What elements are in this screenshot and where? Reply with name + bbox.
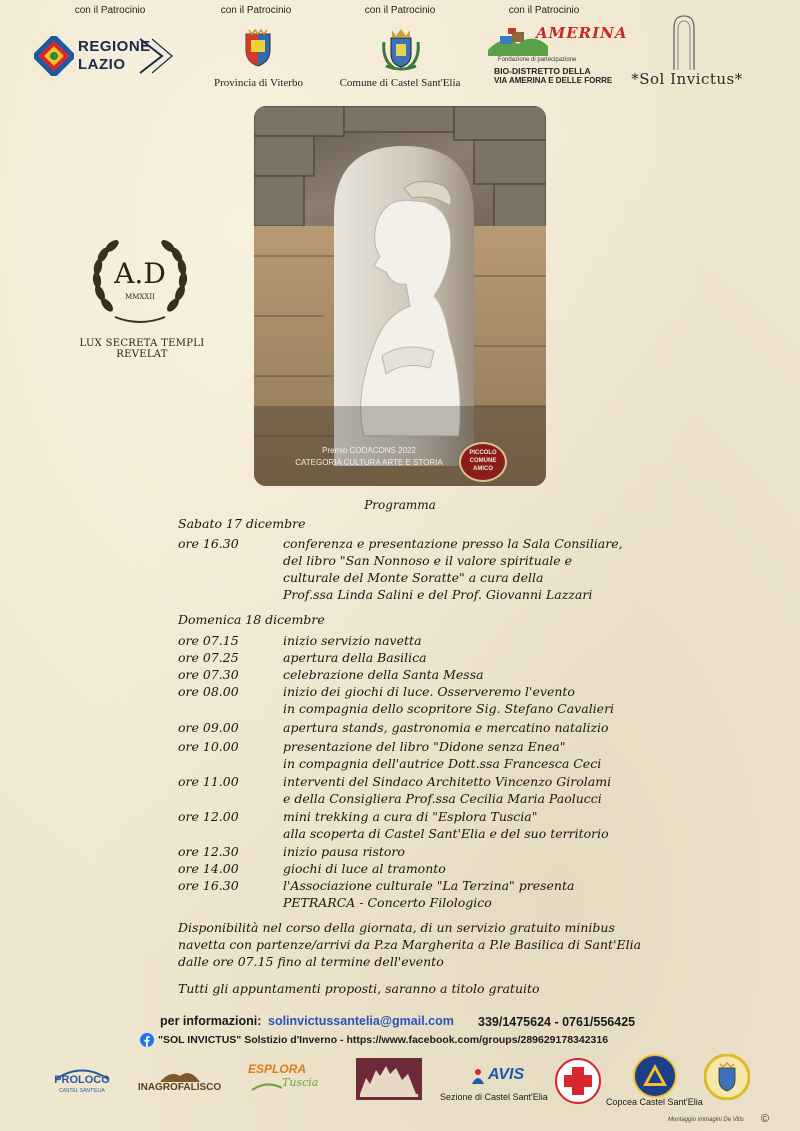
amerina-brand: AMERINA bbox=[536, 24, 628, 42]
info-email-link[interactable]: solinvictussantelia@gmail.com bbox=[268, 1014, 454, 1028]
sunday-event: inizio pausa ristoro bbox=[283, 844, 405, 859]
inagrofalisco-label: INAGROFALISCO bbox=[137, 1082, 222, 1093]
croce-rossa-logo-icon bbox=[555, 1058, 601, 1104]
saturday-line: culturale del Monte Soratte" a cura della bbox=[283, 570, 544, 585]
sunday-time: ore 10.00 bbox=[178, 739, 239, 754]
shuttle-line: navetta con partenze/arrivi da P.za Margherita a P.le Basilica di Sant'Elia bbox=[178, 937, 642, 952]
ad-motto: LUX SECRETA TEMPLI REVELAT bbox=[79, 338, 205, 360]
regione-lazio-emblem-icon bbox=[34, 36, 74, 76]
swoosh-icon bbox=[252, 1082, 282, 1092]
regione-lazio-line1: REGIONE bbox=[78, 38, 151, 55]
info-phones: 339/1475624 - 0761/556425 bbox=[478, 1015, 636, 1029]
amerina-line1: Fondazione di partecipazione bbox=[498, 57, 577, 63]
photo-caption-2: CATEGORIA CULTURA ARTE E STORIA bbox=[295, 458, 443, 467]
ad-letters: A.D bbox=[114, 257, 166, 290]
castle-silhouette-logo-icon bbox=[356, 1058, 422, 1100]
patronage-label: con il Patrocinio bbox=[508, 5, 580, 16]
amerina-line2: BIO-DISTRETTO DELLA bbox=[494, 66, 591, 76]
esplora-tuscia-logo bbox=[248, 1062, 330, 1096]
facebook-icon[interactable] bbox=[140, 1033, 154, 1047]
shuttle-line: Disponibilità nel corso della giornata, di un servizio gratuito minibus bbox=[178, 920, 615, 935]
badge-line-2: COMUNE bbox=[469, 458, 497, 464]
sunday-event: presentazione del libro "Didone senza Enea" bbox=[283, 739, 566, 754]
statue-photo bbox=[254, 106, 546, 486]
copyright-symbol: © bbox=[761, 1113, 770, 1125]
piccolo-comune-amico-badge bbox=[459, 442, 507, 482]
sol-invictus-arch-icon bbox=[671, 14, 697, 72]
sunday-event: apertura della Basilica bbox=[283, 650, 427, 665]
patronage-label: con il Patrocinio bbox=[74, 5, 146, 16]
proloco-label: PROLOCO bbox=[54, 1074, 110, 1086]
saturday-heading: Sabato 17 dicembre bbox=[178, 516, 306, 531]
avis-logo bbox=[470, 1066, 530, 1088]
patronage-label: con il Patrocinio bbox=[220, 5, 292, 16]
saturday-time: ore 16.30 bbox=[178, 536, 239, 551]
sunday-event: l'Associazione culturale "La Terzina" presenta bbox=[283, 878, 575, 893]
proloco-sublabel: CASTEL SANT'ELIA bbox=[59, 1088, 105, 1094]
program-title: Programma bbox=[364, 498, 436, 512]
sunday-event: PETRARCA - Concerto Filologico bbox=[283, 895, 492, 910]
sunday-event: mini trekking a cura di "Esplora Tuscia" bbox=[283, 809, 538, 824]
photo-caption-1: Premio CODACONS 2022 bbox=[322, 446, 416, 455]
inagrofalisco-logo bbox=[132, 1068, 227, 1096]
avis-caption: Sezione di Castel Sant'Elia bbox=[440, 1092, 548, 1102]
provincia-viterbo-crest-icon bbox=[243, 28, 273, 68]
esplora-label: ESPLORA bbox=[248, 1062, 307, 1076]
proloco-logo bbox=[52, 1066, 112, 1096]
comune-caption: Comune di Castel Sant'Elia bbox=[339, 77, 461, 89]
sol-invictus-title: *Sol Invictus* bbox=[631, 70, 743, 88]
sunday-time: ore 12.00 bbox=[178, 809, 239, 824]
sunday-event: inizio servizio navetta bbox=[283, 633, 422, 648]
avis-label: AVIS bbox=[488, 1066, 525, 1083]
sunday-time: ore 07.30 bbox=[178, 667, 239, 682]
image-credit: Montaggio immagini De Vitis bbox=[668, 1117, 744, 1123]
saturday-line: del libro "San Nonnoso e il valore spirituale e bbox=[283, 553, 573, 568]
shuttle-line: dalle ore 07.15 fino al termine dell'evento bbox=[178, 954, 444, 969]
sunday-heading: Domenica 18 dicembre bbox=[178, 612, 325, 627]
sunday-time: ore 12.30 bbox=[178, 844, 239, 859]
sunday-event: celebrazione della Santa Messa bbox=[283, 667, 484, 682]
amerina-logo bbox=[488, 22, 628, 94]
sunday-event: apertura stands, gastronomia e mercatino natalizio bbox=[283, 720, 609, 735]
regione-lazio-arrow-icon bbox=[138, 37, 174, 75]
sunday-time: ore 07.25 bbox=[178, 650, 239, 665]
regione-lazio-logo bbox=[34, 36, 174, 76]
avis-person-icon bbox=[470, 1068, 486, 1084]
sunday-event: alla scoperta di Castel Sant'Elia e del suo territorio bbox=[283, 826, 609, 841]
sunday-time: ore 16.30 bbox=[178, 878, 239, 893]
badge-line-3: AMICO bbox=[473, 466, 493, 472]
sunday-time: ore 09.00 bbox=[178, 720, 239, 735]
sunday-time: ore 11.00 bbox=[178, 774, 239, 789]
regione-lazio-line2: LAZIO bbox=[78, 56, 126, 73]
provincia-viterbo-caption: Provincia di Viterbo bbox=[214, 77, 303, 89]
sunday-time: ore 14.00 bbox=[178, 861, 239, 876]
sunday-event: in compagnia dello scopritore Sig. Stefano Cavalieri bbox=[283, 701, 615, 716]
statue-niche-illustration bbox=[254, 106, 546, 486]
amerina-line3: VIA AMERINA E DELLE FORRE bbox=[494, 76, 613, 85]
badge-line-1: PICCOLO bbox=[469, 450, 497, 456]
free-note: Tutti gli appuntamenti proposti, saranno a titolo gratuito bbox=[178, 981, 540, 996]
info-label: per informazioni: bbox=[160, 1014, 262, 1028]
protezione-civile-logo-icon bbox=[633, 1054, 677, 1098]
sunday-event: interventi del Sindaco Architetto Vincenzo Girolami bbox=[283, 774, 612, 789]
saturday-line: Prof.ssa Linda Salini e del Prof. Giovanni Lazzari bbox=[283, 587, 593, 602]
patronage-label: con il Patrocinio bbox=[364, 5, 436, 16]
municipal-seal-logo-icon bbox=[704, 1054, 750, 1100]
sunday-event: in compagnia dell'autrice Dott.ssa Francesca Ceci bbox=[283, 756, 602, 771]
facebook-group-link[interactable]: "SOL INVICTUS" Solstizio d'Inverno - https://www.facebook.com/groups/289629178342316 bbox=[158, 1034, 609, 1046]
hills-icon bbox=[160, 1068, 200, 1082]
copcea-caption: Copcea Castel Sant'Elia bbox=[606, 1097, 703, 1107]
saturday-line: conferenza e presentazione presso la Sala Consiliare, bbox=[283, 536, 623, 551]
sunday-time: ore 08.00 bbox=[178, 684, 239, 699]
ad-logo bbox=[80, 235, 200, 355]
tuscia-label: Tuscia bbox=[282, 1076, 319, 1089]
sunday-event: inizio dei giochi di luce. Osserveremo l'evento bbox=[283, 684, 575, 699]
sunday-time: ore 07.15 bbox=[178, 633, 239, 648]
ad-numeral: MMXXII bbox=[125, 293, 155, 301]
comune-castel-santelia-crest-icon bbox=[380, 26, 422, 72]
sunday-event: e della Consigliera Prof.ssa Cecilia Maria Paolucci bbox=[283, 791, 602, 806]
sunday-event: giochi di luce al tramonto bbox=[283, 861, 446, 876]
